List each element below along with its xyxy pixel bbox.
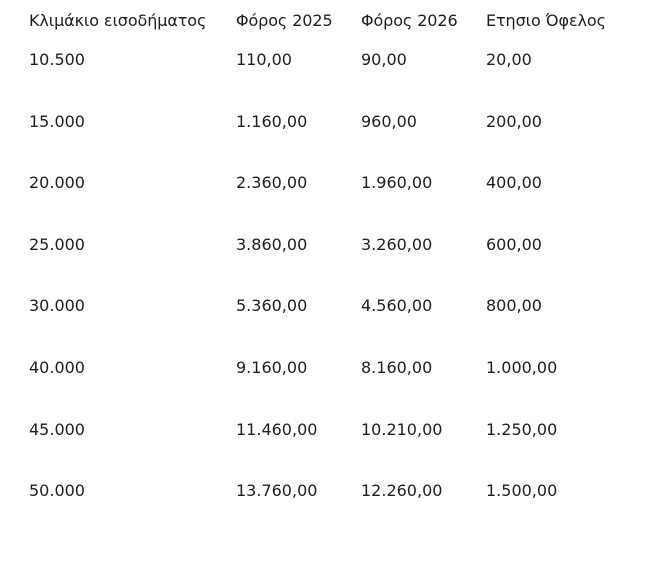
annual-benefit-cell: 1.500,00 [486, 481, 558, 501]
tax-2025-cell: 110,00 [236, 50, 292, 69]
tax-2025-cell: 9.160,00 [236, 357, 308, 377]
table-row [0, 112, 650, 174]
income-bracket-cell: 30.000 [29, 296, 85, 316]
income-bracket-cell: 10.500 [29, 50, 85, 69]
tax-2026-cell: 8.160,00 [361, 357, 433, 377]
tax-2026-cell: 4.560,00 [361, 296, 433, 316]
income-bracket-cell: 40.000 [29, 357, 85, 377]
table-row [0, 50, 650, 112]
income-bracket-cell: 15.000 [29, 111, 85, 131]
tax-2025-cell: 11.460,00 [236, 419, 318, 439]
tax-2026-cell: 10.210,00 [361, 419, 443, 439]
tax-2026-cell: 90,00 [361, 50, 407, 69]
annual-benefit-cell: 600,00 [486, 234, 542, 254]
header-annual-benefit: Ετησιο Όφελος [486, 11, 606, 30]
table-header-row [0, 11, 650, 31]
annual-benefit-cell: 800,00 [486, 296, 542, 316]
header-income-bracket: Κλιμάκιο εισοδήματος [29, 11, 207, 30]
table-row [0, 173, 650, 235]
header-tax-2026: Φόρος 2026 [361, 11, 458, 30]
table-body [0, 50, 650, 543]
income-bracket-cell: 45.000 [29, 419, 85, 439]
tax-2026-cell: 960,00 [361, 111, 417, 131]
table-row [0, 235, 650, 297]
annual-benefit-cell: 20,00 [486, 50, 532, 69]
table-row [0, 296, 650, 358]
income-bracket-cell: 50.000 [29, 481, 85, 501]
annual-benefit-cell: 1.000,00 [486, 357, 558, 377]
annual-benefit-cell: 200,00 [486, 111, 542, 131]
table-row [0, 358, 650, 420]
tax-2025-cell: 3.860,00 [236, 234, 308, 254]
income-bracket-cell: 25.000 [29, 234, 85, 254]
tax-2026-cell: 3.260,00 [361, 234, 433, 254]
income-bracket-cell: 20.000 [29, 173, 85, 193]
annual-benefit-cell: 1.250,00 [486, 419, 558, 439]
header-tax-2025: Φόρος 2025 [236, 11, 333, 30]
annual-benefit-cell: 400,00 [486, 173, 542, 193]
tax-2025-cell: 2.360,00 [236, 173, 308, 193]
tax-2025-cell: 13.760,00 [236, 481, 318, 501]
table-row [0, 420, 650, 482]
tax-2025-cell: 1.160,00 [236, 111, 308, 131]
table-row [0, 481, 650, 543]
tax-2026-cell: 1.960,00 [361, 173, 433, 193]
tax-2026-cell: 12.260,00 [361, 481, 443, 501]
tax-2025-cell: 5.360,00 [236, 296, 308, 316]
